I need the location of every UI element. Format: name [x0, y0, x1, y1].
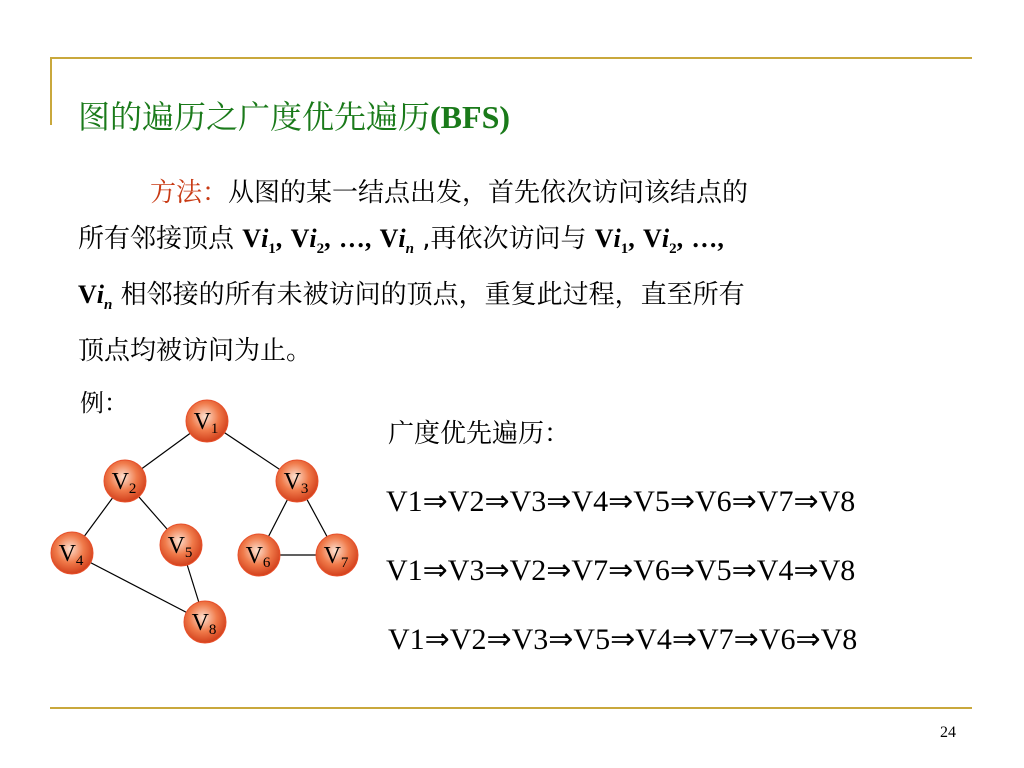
method-line1-text: 从图的某一结点出发，首先依次访问该结点的: [228, 178, 749, 208]
graph-nodes: [51, 400, 358, 643]
node-v5: [160, 524, 202, 566]
bfs-sequence-2: V1⇒V3⇒V2⇒V7⇒V6⇒V5⇒V4⇒V8: [386, 554, 856, 587]
node-label-v1: V1: [193, 409, 219, 437]
node-v2: [104, 460, 146, 502]
method-line3-text: 相邻接的所有未被访问的顶点，重复此过程，直至所有: [120, 280, 745, 311]
node-v7: [316, 534, 358, 576]
ellipsis-b: …,: [691, 224, 724, 253]
node-v6: [238, 534, 280, 576]
bfs-title: 广度优先遍历：: [388, 419, 571, 449]
method-line2-pre: 所有邻接顶点: [78, 224, 235, 254]
node-label-v6: V6: [245, 543, 271, 571]
method-label: 方法：: [150, 178, 229, 208]
graph-edges: [72, 421, 337, 622]
node-v4: [51, 532, 93, 574]
method-line4-text: 顶点均被访问为止。: [78, 336, 313, 367]
node-label-v8: V8: [191, 610, 217, 638]
page-number: 24: [940, 724, 956, 741]
node-label-v4: V4: [58, 541, 84, 569]
ellipsis: …,: [338, 224, 372, 253]
example-label: 例：: [80, 389, 128, 417]
node-label-v3: V3: [283, 469, 309, 497]
title-abbr: (BFS): [430, 99, 511, 135]
vertex-vin-b: $Vi_n$: [78, 280, 113, 314]
node-label-v7: V7: [323, 543, 349, 571]
method-line2-mid: ,再依次访问与: [422, 224, 587, 254]
node-label-v5: V5: [167, 533, 193, 561]
node-label-v2: V2: [111, 469, 137, 497]
bfs-sequence-1: V1⇒V2⇒V3⇒V4⇒V5⇒V6⇒V7⇒V8: [386, 485, 856, 518]
vertex-vi1: $Vi_1$,: [242, 224, 283, 258]
vertex-vi2-b: $Vi_2$,: [643, 224, 684, 258]
vertex-vin: $Vi_n$: [379, 224, 414, 258]
node-v8: [184, 601, 226, 643]
node-v1: [186, 400, 228, 442]
vertex-vi2: $Vi_2$,: [290, 224, 331, 258]
vertex-vi1-b: $Vi_1$,: [594, 224, 635, 258]
bfs-sequence-3: V1⇒V2⇒V3⇒V5⇒V4⇒V7⇒V6⇒V8: [388, 623, 858, 656]
title-text: 图的遍历之广度优先遍历: [78, 98, 431, 136]
node-v3: [276, 460, 318, 502]
